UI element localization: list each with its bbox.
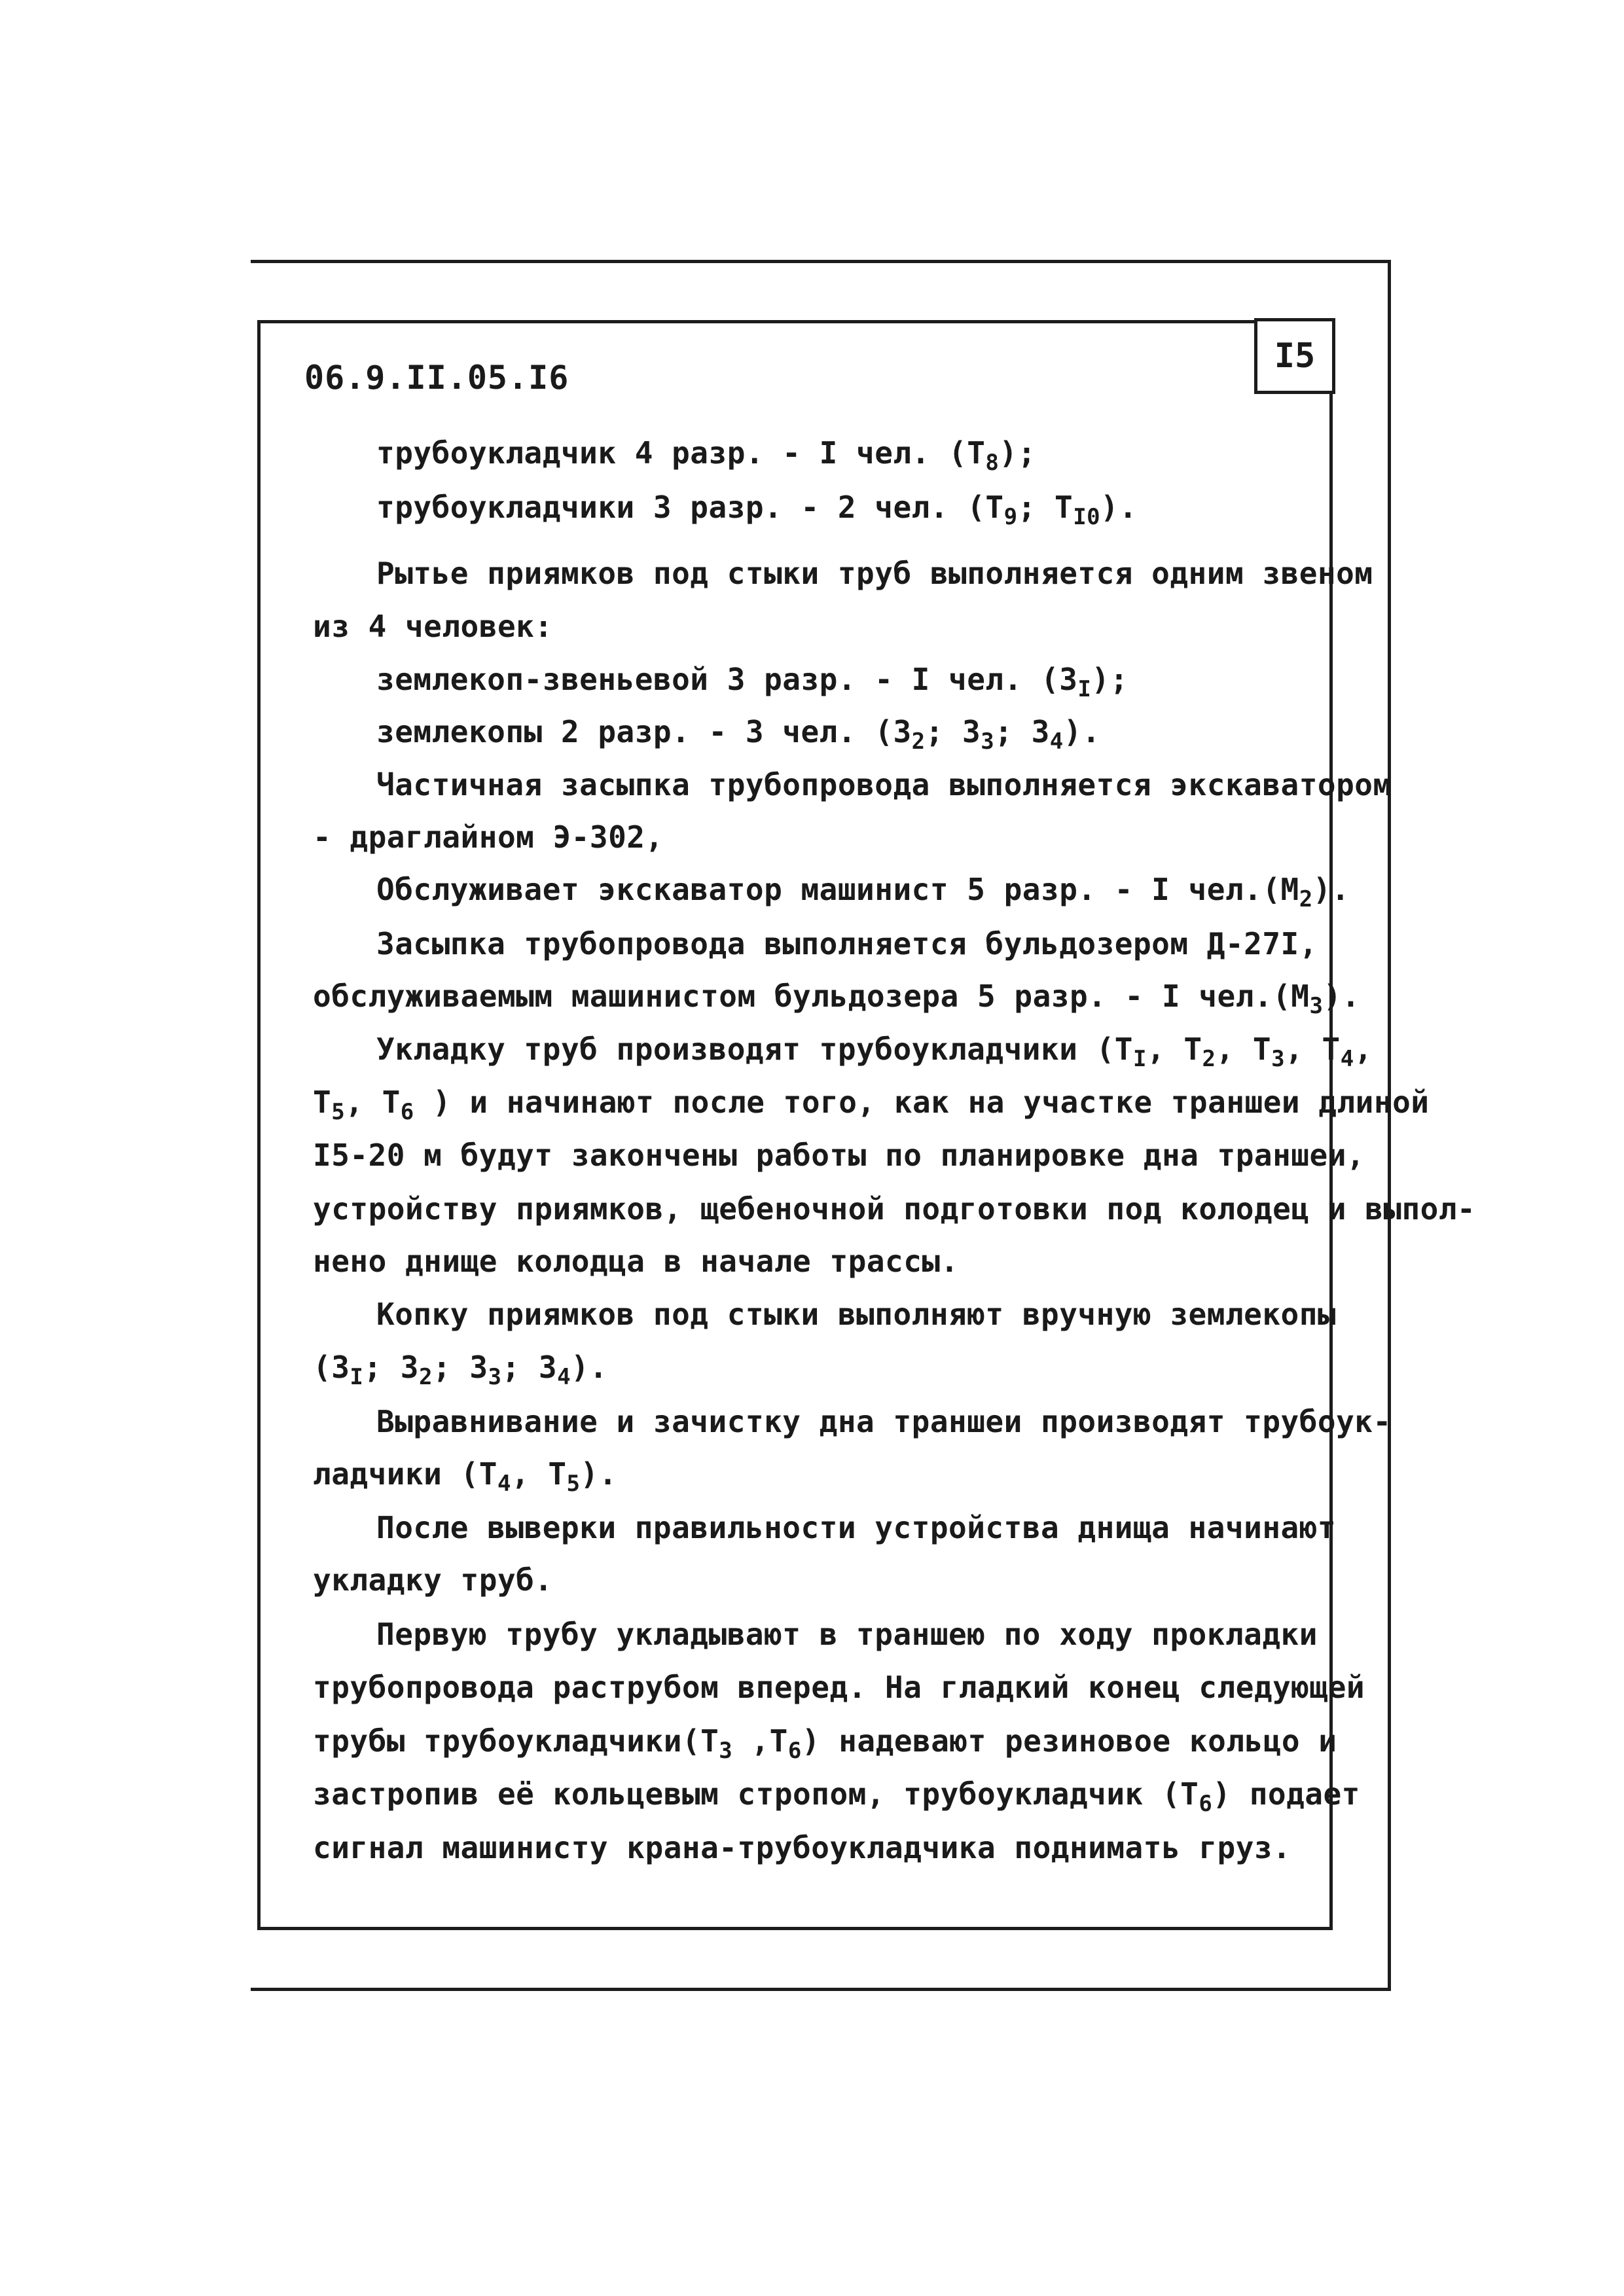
outer-bottom-rule [251, 1988, 1391, 1991]
text-line: Первую трубу укладывают в траншею по ходу прокладки [376, 1617, 1318, 1652]
text-line: После выверки правильности устройства днища начинают [376, 1510, 1337, 1545]
text-line: Рытье приямков под стыки труб выполняется одним звеном [376, 556, 1373, 591]
text-line: Частичная засыпка трубопровода выполняется экскаватором [376, 767, 1392, 802]
text-line: $Т_5$, $Т_6$ ) и начинают после того, как на участке траншеи длиной [313, 1085, 1430, 1125]
text-line: Копку приямков под стыки выполняют вручную землекопы [376, 1297, 1337, 1332]
text-line: Обслуживает экскаватор машинист 5 разр. - I $чел.(М_2)$. [376, 872, 1350, 912]
text-line: устройству приямков, щебеночной подготовки под колодец и выпол- [313, 1191, 1476, 1227]
text-line: застропив её кольцевым стропом, трубоукладчик $(Т_6)$ подает [313, 1776, 1360, 1817]
document-code: 06.9.II.05.I6 [304, 359, 569, 397]
text-line: Выравнивание и зачистку дна траншеи производят трубоук- [376, 1404, 1392, 1439]
text-line: нено днище колодца в начале трассы. [313, 1244, 959, 1279]
text-line: - драглайном Э-302, [313, 819, 664, 855]
text-line: трубопровода раструбом вперед. На гладкий конец следующей [313, 1670, 1365, 1705]
text-line: землекоп-звеньевой 3 разр. - I чел. $(З_I)$; [376, 662, 1128, 702]
text-line: Укладку труб производят трубоукладчики ($Т_I$, $Т_2$, $Т_3$, $Т_4$, [376, 1031, 1373, 1072]
text-line: трубоукладчики 3 разр. - 2 чел. ($Т_9$; $Т_{I0}$). [376, 490, 1138, 530]
outer-right-rule [1388, 260, 1391, 1991]
text-line: ладчики ($Т_4$, $Т_5$). [313, 1456, 617, 1497]
text-line: ($З_I$; $З_2$; $З_3$; $З_4$). [313, 1350, 608, 1390]
text-line: обслуживаемым машинистом бульдозера 5 разр. - I $чел.(М_3)$. [313, 978, 1360, 1019]
text-line: I5-20 м будут закончены работы по планировке дна траншеи, [313, 1138, 1365, 1173]
text-line: сигнал машинисту крана-трубоукладчика поднимать груз. [313, 1830, 1291, 1865]
page-number: I5 [1254, 318, 1335, 394]
text-line: Засыпка трубопровода выполняется бульдозером Д-27I, [376, 926, 1318, 961]
text-line: землекопы 2 разр. - 3 чел. ($З_2$; $З_3$; $З_4$). [376, 714, 1101, 755]
outer-top-rule [251, 260, 1391, 263]
text-line: трубоукладчик 4 разр. - I чел. $(Т_8)$; [376, 435, 1036, 476]
text-line: укладку труб. [313, 1562, 553, 1598]
text-line: из 4 человек: [313, 609, 553, 644]
text-line: трубы $трубоукладчики(Т_3$ $,Т_6$) надевают резиновое кольцо и [313, 1723, 1337, 1764]
